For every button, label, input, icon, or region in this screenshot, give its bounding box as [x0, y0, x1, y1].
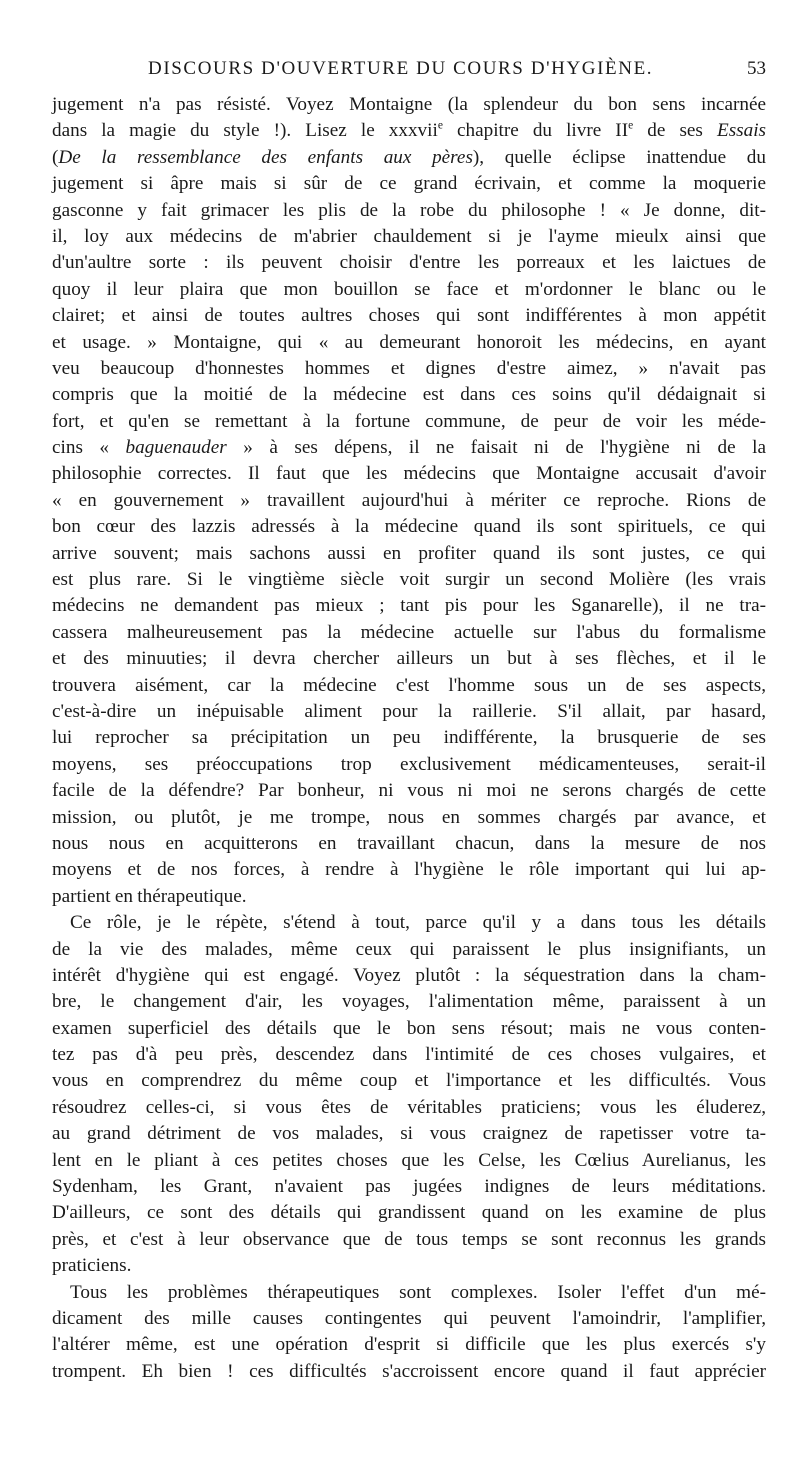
text-line [52, 1359, 766, 1385]
paragraph [52, 92, 766, 910]
text-line [52, 277, 766, 303]
text-run: gasconne y fait grimacer les plis de la robe du philosophe ! « Je donne, dit- [52, 199, 766, 221]
text-line [52, 224, 766, 250]
text-run: moyens, ses préoccupations trop exclusivement médicamenteuses, serait-il [52, 753, 766, 775]
text-line [52, 1016, 766, 1042]
text-line [52, 1280, 766, 1306]
text-line [52, 409, 766, 435]
text-line [52, 1200, 766, 1226]
text-run: trouvera aisément, car la médecine c'est l'homme sous un de ses aspects, [52, 674, 766, 696]
text-run: de la vie des malades, même ceux qui paraissent le plus insignifiants, un [52, 938, 766, 960]
text-run: de ses [633, 120, 717, 142]
text-run: ), quelle éclipse inattendue du [472, 146, 766, 168]
text-line [52, 1174, 766, 1200]
text-run: Ce rôle, je le répète, s'étend à tout, parce qu'il y a dans tous les détails [70, 912, 766, 934]
text-line [52, 857, 766, 883]
text-run: dans la magie du style !). Lisez le xxxvii [52, 120, 438, 142]
text-line [52, 330, 766, 356]
page-number: 53 [747, 58, 766, 79]
superscript: e [628, 120, 634, 132]
text-run: D'ailleurs, ce sont des détails qui grandissent quand on les examine de plus [52, 1202, 766, 1224]
text-run: médecins ne demandent pas mieux ; tant pis pour les Sganarelle), il ne tra- [52, 595, 766, 617]
text-line [52, 725, 766, 751]
italic-text: Essais [716, 120, 767, 142]
text-run: moyens et de nos forces, à rendre à l'hygiène le rôle important qui lui ap- [52, 859, 766, 881]
text-line [52, 541, 766, 567]
text-run: l'altérer même, est une opération d'esprit si difficile que les plus exercés s'y [52, 1334, 766, 1356]
text-line [52, 356, 766, 382]
text-run: fort, et qu'en se remettant à la fortune commune, de peur de voir les méde- [52, 410, 766, 432]
text-line [52, 250, 766, 276]
text-line [52, 1253, 766, 1279]
text-line [52, 937, 766, 963]
text-run: Tous les problèmes thérapeutiques sont complexes. Isoler l'effet d'un mé- [70, 1281, 766, 1303]
running-head [148, 58, 766, 88]
text-run: arrive souvent; mais sachons aussi en profiter quand ils sont justes, ce qui [52, 542, 766, 564]
text-line [52, 884, 766, 910]
text-line [52, 567, 766, 593]
text-run: d'un'aultre sorte : ils peuvent choisir d'entre les porreaux et les laictues de [52, 252, 766, 274]
text-run: chapitre du livre II [442, 120, 629, 142]
text-line [52, 198, 766, 224]
text-run: jugement si âpre mais si sûr de ce grand écrivain, et comme la moquerie [52, 173, 766, 195]
text-run: facile de la défendre? Par bonheur, ni vous ni moi ne serons chargés de cette [52, 780, 766, 802]
text-run: tez pas d'à peu près, descendez dans l'intimité de ces choses vulgaires, et [52, 1044, 766, 1066]
text-run: veu beaucoup d'honnestes hommes et dignes d'estre aimez, » n'avait pas [52, 357, 766, 379]
italic-text: De la ressemblance des enfants aux pères [58, 146, 473, 168]
text-line [52, 699, 766, 725]
text-run: vous en comprendrez du même coup et l'importance et les difficultés. Vous [52, 1070, 766, 1092]
text-run: il, loy aux médecins de m'abrier chauldement si je l'ayme mieulx ainsi que [52, 225, 766, 247]
text-run: est plus rare. Si le vingtième siècle voit surgir un second Molière (les vrais [52, 569, 766, 591]
text-line [52, 488, 766, 514]
text-run: et usage. » Montaigne, qui « au demeurant honoroit les médecins, en ayant [52, 331, 766, 353]
text-run: mission, ou plutôt, je me trompe, nous en sommes chargés par avance, et [52, 806, 766, 828]
paragraph [52, 1280, 766, 1386]
text-run: résoudrez celles-ci, si vous êtes de véritables praticiens; vous les éluderez, [52, 1096, 766, 1118]
text-line [52, 752, 766, 778]
text-run: jugement n'a pas résisté. Voyez Montaigne (la splendeur du bon sens incarnée [52, 94, 766, 115]
text-line [52, 171, 766, 197]
text-run: au grand détriment de vos malades, si vous craignez de rapetisser votre ta- [52, 1123, 766, 1145]
text-run: philosophie correctes. Il faut que les médecins que Montaigne accusait d'avoir [52, 463, 766, 485]
text-line [52, 382, 766, 408]
text-run: compris que la moitié de la médecine est dans ces soins qu'il dédaignait si [52, 384, 766, 406]
text-line [52, 646, 766, 672]
text-line [52, 1148, 766, 1174]
text-run: cins « [52, 437, 126, 459]
text-line [52, 145, 766, 171]
italic-text: baguenauder [125, 437, 227, 459]
text-run: intérêt d'hygiène qui est engagé. Voyez plutôt : la séquestration dans la cham- [52, 964, 766, 986]
text-run: lui reprocher sa précipitation un peu indifférente, la brusquerie de ses [52, 727, 766, 749]
text-line [52, 1306, 766, 1332]
superscript: e [437, 120, 443, 132]
text-line [52, 831, 766, 857]
text-line [52, 778, 766, 804]
text-line [52, 303, 766, 329]
text-line [52, 673, 766, 699]
text-line [52, 1042, 766, 1068]
text-run: ( [52, 146, 59, 168]
text-line [52, 805, 766, 831]
text-run: cassera malheureusement pas la médecine actuelle sur l'abus du formalisme [52, 621, 766, 643]
text-run: nous nous en acquitterons en travaillant chacun, dans la mesure de nos [52, 832, 766, 854]
text-line [52, 1068, 766, 1094]
text-line [52, 461, 766, 487]
text-line [52, 620, 766, 646]
text-run: Sydenham, les Grant, n'avaient pas jugées indignes de leurs méditations. [52, 1176, 766, 1198]
text-run: lent en le pliant à ces petites choses que les Celse, les Cœlius Aurelianus, les [52, 1149, 766, 1171]
text-run: dicament des mille causes contingentes qui peuvent l'amoindrir, l'amplifier, [52, 1307, 766, 1329]
text-line [52, 910, 766, 936]
text-line [52, 1332, 766, 1358]
text-line [52, 1121, 766, 1147]
text-line [52, 435, 766, 461]
running-title: DISCOURS D'OUVERTURE DU COURS D'HYGIÈNE. [148, 58, 654, 79]
text-run: quoy il leur plaira que mon bouillon se face et m'ordonner le blanc ou le [52, 278, 766, 300]
text-line [52, 1095, 766, 1121]
paragraph [52, 910, 766, 1279]
text-run: bre, le changement d'air, les voyages, l'alimentation même, paraissent à un [52, 991, 766, 1013]
text-line [52, 514, 766, 540]
text-line [52, 118, 766, 144]
text-run: partient en thérapeutique. [52, 885, 247, 907]
text-run: et des minuuties; il devra chercher ailleurs un but à ses flèches, et il le [52, 648, 766, 670]
text-run: trompent. Eh bien ! ces difficultés s'accroissent encore quand il faut apprécier [52, 1360, 766, 1382]
text-run: c'est-à-dire un inépuisable aliment pour la raillerie. S'il allait, par hasard, [52, 700, 766, 722]
text-line [52, 92, 766, 118]
text-run: examen superficiel des détails que le bon sens résout; mais ne vous conten- [52, 1017, 766, 1039]
text-line [52, 963, 766, 989]
text-run: » à ses dépens, il ne faisait ni de l'hygiène ni de la [226, 437, 766, 459]
text-line [52, 593, 766, 619]
text-run: clairet; et ainsi de toutes aultres choses qui sont indifférentes à mon appétit [52, 305, 766, 327]
text-run: « en gouvernement » travaillent aujourd'hui à mériter ce reproche. Rions de [52, 489, 766, 511]
text-run: près, et c'est à leur observance que de tous temps se sont reconnus les grands [52, 1228, 766, 1250]
body-text [52, 92, 766, 1385]
text-line [52, 989, 766, 1015]
text-line [52, 1227, 766, 1253]
text-run: praticiens. [52, 1255, 132, 1277]
text-run: bon cœur des lazzis adressés à la médecine quand ils sont spirituels, ce qui [52, 516, 766, 538]
